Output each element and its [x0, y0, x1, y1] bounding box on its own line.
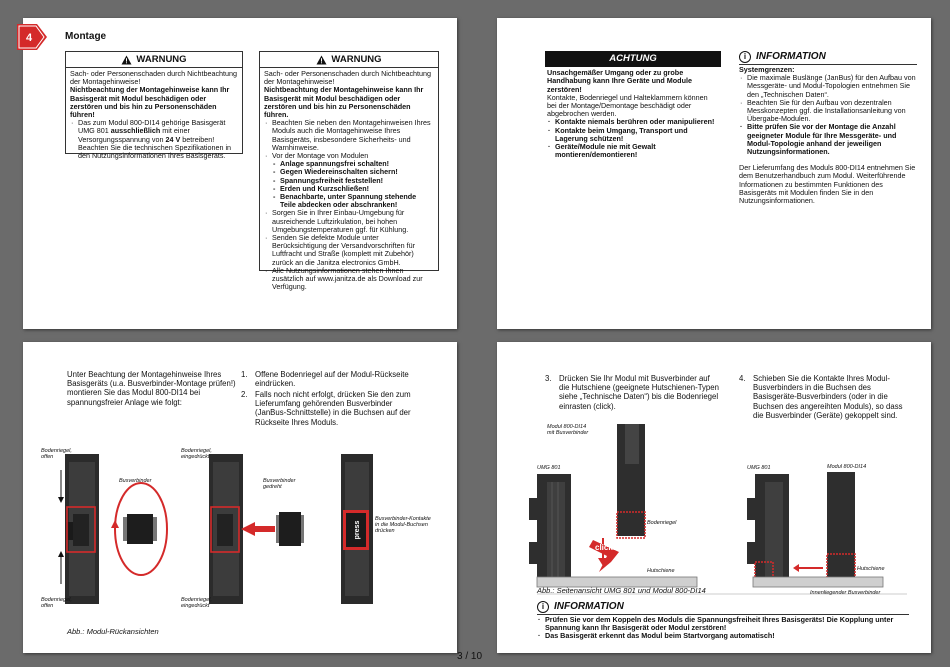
- step-1-text: Offene Bodenriegel auf der Modul-Rückseite eindrücken.: [255, 370, 409, 389]
- label-umg-801-right: UMG 801: [747, 465, 771, 471]
- achtung-bold-text: Unsachgemäßer Umgang oder zu grobe Handhabung kann Ihre Geräte und Module zerstören!: [547, 68, 692, 94]
- warning-bold-text: Nichtbeachtung der Montagehinweise kann Ihr Basisgerät mit Modul beschädigen oder zerstören und bis hin zu Personenschäden führen.: [264, 85, 424, 120]
- page-montage-warnings: [23, 18, 457, 329]
- achtung-box: [545, 51, 721, 161]
- label-bodenriegel: Bodenriegel: [647, 520, 677, 526]
- step-4-text: Schieben Sie die Kontakte Ihres Modul-Busverbinders in die Buchsen des Basisgeräte-Busverbinders (oder in die Buchsen des angereihten Moduls), so dass die Busverbinder (Geräte) gekoppelt sind.: [753, 374, 903, 420]
- information-bullet: · Beachten Sie für den Aufbau von dezentralen Messkonzepten ggf. die Installationsanleitung von Übergabe-Modulen.: [747, 99, 917, 124]
- achtung-bullet: · Kontakte niemals berühren oder manipulieren!: [555, 118, 719, 126]
- information-title: INFORMATION: [554, 600, 624, 612]
- step-number: 3.: [545, 374, 552, 383]
- info-icon: i: [739, 51, 751, 63]
- warning-bullet: · Senden Sie defekte Module unter Berücksichtigung der Versandvorschriften für Luftfracht und Straße (komplett mit Zubehör) zurück an die Janitza electronics GmbH.: [272, 234, 434, 267]
- label-bodenriegel-offen-top: Bodenriegel, offen: [41, 448, 72, 460]
- information-bullet: · Bitte prüfen Sie vor der Montage die Anzahl geeigneter Module für Ihre Messgeräte- und Modul-Topologie anhand der jeweiligen Nutzungsinformationen.: [747, 123, 917, 156]
- module-back-view-figure: [23, 342, 457, 653]
- step-2-text: Falls noch nicht erfolgt, drücken Sie den zum Lieferumfang gehörenden Busverbinder (JanBus-Schnittstelle) in die Buchsen auf der Rückseite Ihres Moduls.: [255, 390, 411, 427]
- information-paragraph: Der Lieferumfang des Moduls 800-DI14 entnehmen Sie dem Benutzerhandbuch zum Modul. Weiterführende Informationen zu bestimmten Funktionen des Basisgeräts mit Modulen finden Sie in den Nutzungsinformationen.: [739, 163, 916, 206]
- label-click: click!: [595, 543, 616, 552]
- warning-bullet: · Vor der Montage von Modulen - Anlage spannungsfrei schalten! - Gegen Wiedereinschalten sichern! - Spannungsfreiheit feststellen! - Erden und Kurzschließen! - Benachbarte, unter Spannung stehende Teile abdecken oder abschranken!: [272, 152, 434, 209]
- warning-subitem: - Gegen Wiedereinschalten sichern!: [280, 168, 434, 176]
- warning-text: Sach- oder Personenschaden durch Nichtbeachtung der Montagehinweise!: [70, 69, 238, 87]
- umg-801-right-side-view: [747, 474, 789, 582]
- intro-text: Unter Beachtung der Montagehinweise Ihres Basisgeräts (u.a. Busverbinder-Montage prüfen!) montieren Sie das Modul 800-DI14 bei spannungsfreier Anlage wie folgt:: [67, 370, 236, 407]
- page-module-back-views: [23, 342, 457, 653]
- label-modul-mit-busverbinder: Modul 800-DI14 mit Busverbinder: [547, 424, 589, 436]
- warning-title: WARNUNG: [331, 53, 382, 65]
- information-box: [739, 51, 917, 205]
- label-busverbinder-gedreht: Busverbinder gedreht: [263, 478, 296, 490]
- warning-bullet: · Beachten Sie neben den Montagehinweisen Ihres Moduls auch die Montagehinweise Ihres Basisgeräts, insbesondere Sicherheits- und Warnhinweise.: [272, 119, 434, 152]
- warning-header: [260, 52, 438, 68]
- warning-bold-text: Nichtbeachtung der Montagehinweise kann Ihr Basisgerät mit Modul beschädigen oder zerstören und bis hin zu Personenschäden führen!: [70, 85, 230, 120]
- module-800-di14-right: [827, 472, 855, 582]
- step-3-text: Drücken Sie Ihr Modul mit Busverbinder auf die Hutschiene (geeignete Hutschienen-Typen siehe „Technische Daten“) bis die Bodenriegel einrasten (click).: [559, 374, 719, 411]
- label-hutschiene-right: Hutschiene: [857, 566, 885, 572]
- section-title: Montage: [65, 31, 107, 42]
- umg-801-left-side-view: [529, 474, 571, 582]
- warning-box-2: [259, 51, 439, 292]
- warning-triangle-icon: [121, 55, 132, 65]
- achtung-bullet: · Kontakte beim Umgang, Transport und Lagerung schützen!: [555, 127, 719, 143]
- busverbinder-rotation: [111, 483, 167, 575]
- warning-subitem: - Spannungsfreiheit feststellen!: [280, 177, 434, 185]
- label-umg-801-left: UMG 801: [537, 465, 561, 471]
- warning-subitem: - Erden und Kurzschließen!: [280, 185, 434, 193]
- step-number: 4.: [739, 374, 746, 383]
- warning-bullet: · Alle Nutzungsinformationen stehen Ihnen zusätzlich auf www.janitza.de als Download zur Verfügung.: [272, 267, 434, 292]
- press-label: press: [354, 520, 361, 540]
- warning-box-1: [65, 51, 243, 161]
- section-number-badge: [17, 24, 47, 50]
- warning-bullet: · Das zum Modul 800-DI14 gehörige Basisgerät UMG 801 ausschließlich mit einer Versorgungsspannung von 24 V betreiben! Beachten Sie die technischen Spezifikationen in den Nutzungsinformationen Ihres Basisgeräts.: [78, 119, 238, 160]
- warning-text: Sach- oder Personenschaden durch Nichtbeachtung der Montagehinweise!: [264, 69, 432, 87]
- label-hutschiene-left: Hutschiene: [647, 568, 675, 574]
- information-box-bottom: [537, 601, 909, 641]
- warning-subitem: - Anlage spannungsfrei schalten!: [280, 160, 434, 168]
- label-innenliegender-busverbinder: Innenliegender Busverbinder: [810, 590, 881, 596]
- step-number: 2.: [241, 390, 248, 399]
- module-back-view-open: [58, 454, 99, 604]
- information-subtitle: Systemgrenzen:: [739, 65, 795, 74]
- warning-title: WARNUNG: [136, 53, 187, 65]
- module-800-di14-left: [617, 424, 645, 538]
- information-title: INFORMATION: [756, 50, 826, 62]
- information-bullet: · Das Basisgerät erkennt das Modul beim Startvorgang automatisch!: [545, 632, 909, 640]
- warning-bullet: · Sorgen Sie in Ihrer Einbau-Umgebung für ausreichende Luftzirkulation, bei hohen Umgebungstemperaturen ggf. für Kühlung.: [272, 209, 434, 234]
- label-modul-right: Modul 800-DI14: [827, 464, 867, 470]
- information-bullet: · Prüfen Sie vor dem Koppeln des Moduls die Spannungsfreiheit Ihres Basisgeräts! Die Kopplung unter Spannung kann Ihr Basisgerät oder Modul zerstören!: [545, 616, 909, 632]
- warning-subitem: - Benachbarte, unter Spannung stehende Teile abdecken oder abschranken!: [280, 193, 434, 209]
- page-indicator: 3 / 10: [457, 651, 483, 662]
- info-icon: i: [537, 601, 549, 613]
- information-header: [537, 601, 909, 615]
- information-header: [739, 51, 917, 65]
- label-bodenriegel-eingedrueckt-bottom: Bodenriegel, eingedrückt: [181, 597, 212, 609]
- module-back-view-pressed: [209, 454, 304, 604]
- information-bullet: · Die maximale Buslänge (JanBus) für den Aufbau von Messgeräte- und Modul-Topologien entnehmen Sie den „Technischen Daten“.: [747, 74, 917, 99]
- achtung-bullet: · Geräte/Module nie mit Gewalt montieren/demontieren!: [555, 143, 719, 159]
- step-number: 1.: [241, 370, 248, 379]
- page-achtung-information: [497, 18, 931, 329]
- label-busverbinder: Busverbinder: [119, 478, 152, 484]
- label-bodenriegel-offen-bottom: Bodenriegel, offen: [41, 597, 72, 609]
- warning-header: [66, 52, 242, 68]
- label-kontakte-druecken: Busverbinder-Kontakte in die Modul-Buchsen drücken: [375, 516, 431, 534]
- achtung-title: ACHTUNG: [545, 51, 721, 67]
- figure-caption: Abb.: Seitenansicht UMG 801 und Modul 800-DI14: [537, 586, 706, 595]
- warning-triangle-icon: [316, 55, 327, 65]
- hutschiene-right: [753, 577, 883, 587]
- label-bodenriegel-eingedrueckt-top: Bodenriegel, eingedrückt: [181, 448, 212, 460]
- page-mounting-rail: [497, 342, 931, 653]
- achtung-text: Kontakte, Bodenriegel und Halteklammern können bei der Montage/Demontage beschädigt oder abgebrochen werden.: [547, 92, 708, 119]
- figure-caption: Abb.: Modul-Rückansichten: [67, 627, 159, 636]
- module-back-view-with-connector: [341, 454, 373, 604]
- section-number: 4: [25, 32, 33, 44]
